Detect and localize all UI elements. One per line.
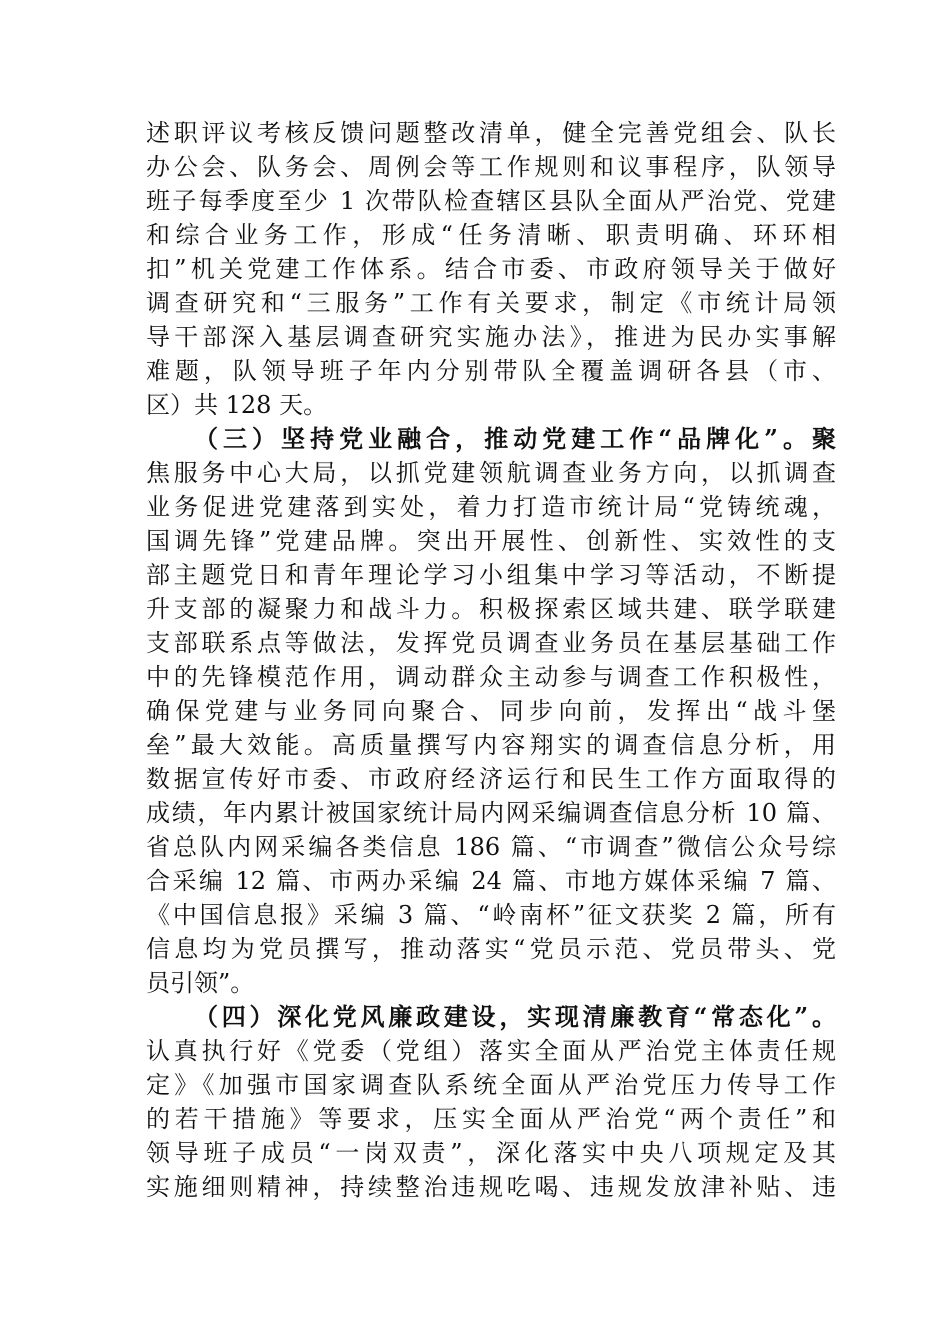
text-line: 认真执行好《党委（党组）落实全面从严治党主体责任规 — [146, 1037, 836, 1065]
section-heading-4: （四）深化党风廉政建设，实现清廉教育“常态化”。 — [194, 1002, 836, 1031]
text-line: 垒”最大效能。高质量撰写内容翔实的调查信息分析，用 — [146, 731, 836, 759]
text-line: 成绩，年内累计被国家统计局内网采编调查信息分析 10 篇、 — [146, 799, 836, 827]
text-line: 确保党建与业务同向聚合、同步向前，发挥出“战斗堡 — [146, 697, 836, 725]
text-line: 支部联系点等做法，发挥党员调查业务员在基层基础工作 — [146, 629, 836, 657]
text-line: 的若干措施》等要求，压实全面从严治党“两个责任”和 — [146, 1105, 836, 1133]
text-line: 调查研究和“三服务”工作有关要求，制定《市统计局领 — [146, 289, 836, 317]
text-line: 述职评议考核反馈问题整改清单，健全完善党组会、队长 — [146, 119, 836, 147]
text-line: 领导班子成员“一岗双责”，深化落实中央八项规定及其 — [146, 1139, 836, 1167]
text-line: 办公会、队务会、周例会等工作规则和议事程序，队领导 — [146, 153, 836, 181]
text-line: 部主题党日和青年理论学习小组集中学习等活动，不断提 — [146, 561, 836, 589]
text-line: 班子每季度至少 1 次带队检查辖区县队全面从严治党、党建 — [146, 187, 836, 215]
text-line: 业务促进党建落到实处，着力打造市统计局“党铸统魂， — [146, 493, 836, 521]
text-line: 扣”机关党建工作体系。结合市委、市政府领导关于做好 — [146, 255, 836, 283]
text-line: 导干部深入基层调查研究实施办法》，推进为民办实事解 — [146, 323, 836, 351]
text-line: 实施细则精神，持续整治违规吃喝、违规发放津补贴、违 — [146, 1173, 836, 1201]
text-line: 焦服务中心大局，以抓党建领航调查业务方向，以抓调查 — [146, 459, 836, 487]
text-line: 数据宣传好市委、市政府经济运行和民生工作方面取得的 — [146, 765, 836, 793]
text-line: 区）共 128 天。 — [146, 391, 328, 419]
text-line: 员引领”。 — [146, 969, 255, 997]
text-line: 中的先锋模范作用，调动群众主动参与调查工作积极性， — [146, 663, 836, 691]
text-line: 信息均为党员撰写，推动落实“党员示范、党员带头、党 — [146, 935, 836, 963]
text-line: 和综合业务工作，形成“任务清晰、职责明确、环环相 — [146, 221, 836, 249]
text-line: 国调先锋”党建品牌。突出开展性、创新性、实效性的支 — [146, 527, 836, 555]
text-line: 定》《加强市国家调查队系统全面从严治党压力传导工作 — [146, 1071, 836, 1099]
section-heading-3: （三）坚持党业融合，推动党建工作“品牌化”。聚 — [194, 424, 836, 453]
text-line: 难题，队领导班子年内分别带队全覆盖调研各县（市、 — [146, 357, 836, 385]
text-line: 《中国信息报》采编 3 篇、“岭南杯”征文获奖 2 篇，所有 — [146, 901, 836, 929]
text-line: 合采编 12 篇、市两办采编 24 篇、市地方媒体采编 7 篇、 — [146, 867, 836, 895]
body-text — [146, 116, 836, 1204]
text-line: 省总队内网采编各类信息 186 篇、“市调查”微信公众号综 — [146, 833, 836, 861]
text-line: 升支部的凝聚力和战斗力。积极探索区域共建、联学联建 — [146, 595, 836, 623]
